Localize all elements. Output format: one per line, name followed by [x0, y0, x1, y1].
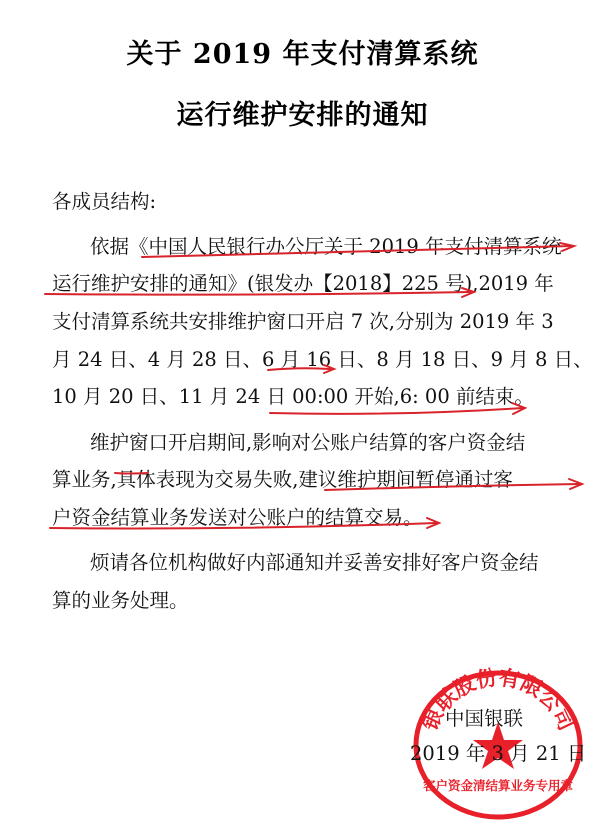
- title-line-1: 关于 2019 年支付清算系统: [126, 39, 479, 70]
- paragraph-1-line-5: 10 月 20 日、11 月 24 日 00:00 开始,6: 00 前结束。: [52, 385, 534, 408]
- seal-arc-text: 银联股份有限公司: [416, 664, 580, 735]
- paragraph-1-line-1: 依据《中国人民银行办公厅关于 2019 年支付清算系统: [90, 235, 562, 258]
- salutation: 各成员结构:: [52, 190, 157, 213]
- paragraph-2-line-2: 算业务,具体表现为交易失败,建议维护期间暂停通过客: [52, 468, 513, 491]
- paragraph-2-line-1: 维护窗口开启期间,影响对公账户结算的客户资金结: [90, 431, 526, 454]
- paragraph-3-line-2: 算的业务处理。: [52, 589, 189, 612]
- seal-bottom-text: 客户资金清结算业务专用章: [422, 778, 574, 793]
- signature-organization: 中国银联: [445, 707, 524, 730]
- title-line-2: 运行维护安排的通知: [176, 100, 429, 131]
- underline-mark: [560, 243, 574, 251]
- paragraph-3-line-1: 烦请各位机构做好内部通知并妥善安排好客户资金结: [90, 551, 539, 574]
- paragraph-1-line-2: 运行维护安排的通知》(银发办【2018】225 号),2019 年: [52, 272, 554, 295]
- paragraph-1-line-3: 支付清算系统共安排维护窗口开启 7 次,分别为 2019 年 3: [52, 310, 554, 333]
- signature-date: 2019 年 3 月 21 日: [410, 742, 587, 765]
- paragraph-2-line-3: 户资金结算业务发送对公账户的结算交易。: [52, 506, 423, 529]
- paragraph-1-line-4: 月 24 日、4 月 28 日、6 月 16 日、8 月 18 日、9 月 8 日、: [52, 348, 593, 371]
- underline-mark: [427, 518, 439, 528]
- underline-mark: [569, 479, 582, 489]
- company-seal: [395, 650, 595, 820]
